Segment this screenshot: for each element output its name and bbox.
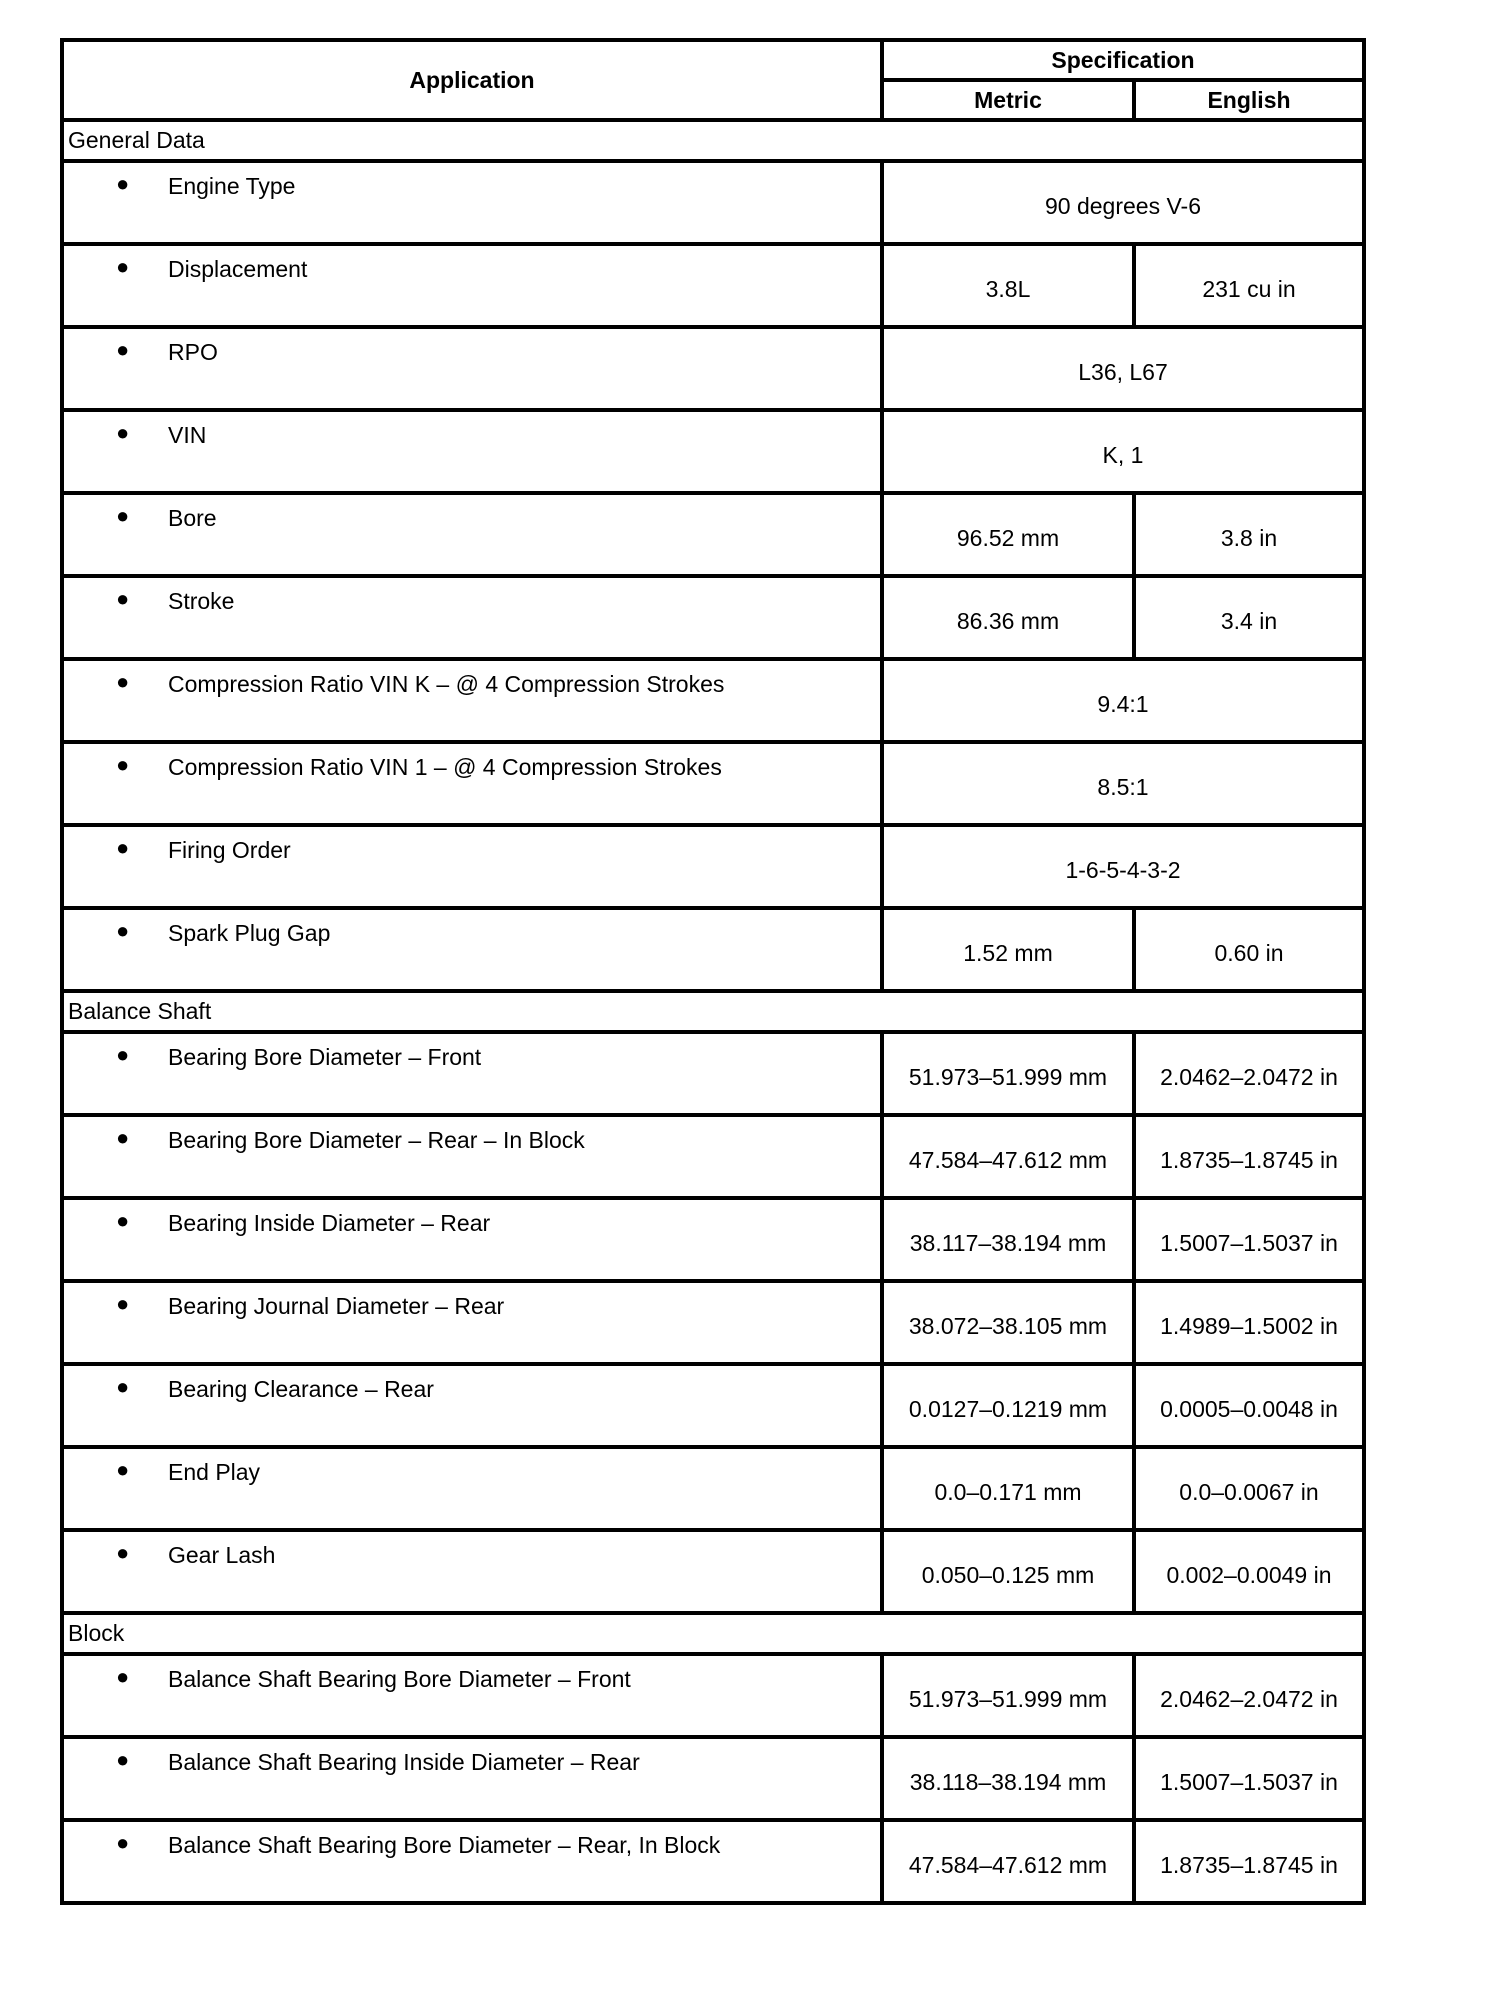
application-cell: [62, 1198, 882, 1281]
application-label: Stroke: [168, 588, 235, 614]
application-cell: [62, 1737, 882, 1820]
metric-value-cell: 38.117–38.194 mm: [882, 1198, 1134, 1281]
table-row: [62, 1032, 1364, 1115]
bullet-icon: ●: [116, 1457, 130, 1482]
bullet-icon: ●: [116, 420, 130, 445]
combined-value-cell: 9.4:1: [882, 659, 1364, 742]
bullet-icon: ●: [116, 1374, 130, 1399]
application-label: Bearing Inside Diameter – Rear: [168, 1210, 491, 1236]
application-label: Balance Shaft Bearing Inside Diameter – Rear: [168, 1749, 640, 1775]
table-body: [62, 120, 1364, 1903]
metric-header: Metric: [882, 80, 1134, 120]
application-cell: [62, 1115, 882, 1198]
application-label: Gear Lash: [168, 1542, 276, 1568]
application-cell: [62, 161, 882, 244]
specification-header: Specification: [882, 40, 1364, 80]
application-cell: [62, 1032, 882, 1115]
metric-value-cell: 51.973–51.999 mm: [882, 1032, 1134, 1115]
bullet-icon: ●: [116, 1291, 130, 1316]
combined-value-cell: 90 degrees V-6: [882, 161, 1364, 244]
application-cell: [62, 742, 882, 825]
bullet-icon: ●: [116, 254, 130, 279]
application-cell: [62, 1654, 882, 1737]
application-cell: [62, 244, 882, 327]
table-row: [62, 1530, 1364, 1613]
table-row: [62, 1654, 1364, 1737]
application-cell: [62, 1820, 882, 1903]
application-cell: [62, 410, 882, 493]
table-row: [62, 908, 1364, 991]
table-row: [62, 410, 1364, 493]
table-row: [62, 1198, 1364, 1281]
metric-value-cell: 0.0127–0.1219 mm: [882, 1364, 1134, 1447]
application-cell: [62, 825, 882, 908]
english-value-cell: 1.8735–1.8745 in: [1134, 1820, 1364, 1903]
section-title: Block: [62, 1613, 1364, 1654]
metric-value-cell: 47.584–47.612 mm: [882, 1820, 1134, 1903]
application-label: Balance Shaft Bearing Bore Diameter – Rear, In Block: [168, 1832, 721, 1858]
english-value-cell: 0.0005–0.0048 in: [1134, 1364, 1364, 1447]
table-row: [62, 161, 1364, 244]
table-row: [62, 1737, 1364, 1820]
metric-value-cell: 86.36 mm: [882, 576, 1134, 659]
bullet-icon: ●: [116, 752, 130, 777]
application-cell: [62, 908, 882, 991]
bullet-icon: ●: [116, 1664, 130, 1689]
table-row: [62, 576, 1364, 659]
application-label: Bearing Bore Diameter – Front: [168, 1044, 482, 1070]
bullet-icon: ●: [116, 171, 130, 196]
combined-value-cell: 8.5:1: [882, 742, 1364, 825]
english-value-cell: 1.5007–1.5037 in: [1134, 1198, 1364, 1281]
application-label: Compression Ratio VIN 1 – @ 4 Compression Strokes: [168, 754, 722, 780]
application-cell: [62, 659, 882, 742]
combined-value-cell: 1-6-5-4-3-2: [882, 825, 1364, 908]
application-label: RPO: [168, 339, 218, 365]
bullet-icon: ●: [116, 1830, 130, 1855]
application-label: Bore: [168, 505, 217, 531]
table-row: [62, 1281, 1364, 1364]
header-row: [62, 40, 1364, 80]
english-value-cell: 1.4989–1.5002 in: [1134, 1281, 1364, 1364]
english-value-cell: 0.60 in: [1134, 908, 1364, 991]
metric-value-cell: 3.8L: [882, 244, 1134, 327]
metric-value-cell: 47.584–47.612 mm: [882, 1115, 1134, 1198]
bullet-icon: ●: [116, 918, 130, 943]
bullet-icon: ●: [116, 1208, 130, 1233]
english-value-cell: 231 cu in: [1134, 244, 1364, 327]
table-row: [62, 493, 1364, 576]
application-label: Bearing Bore Diameter – Rear – In Block: [168, 1127, 585, 1153]
application-cell: [62, 1364, 882, 1447]
application-label: Bearing Journal Diameter – Rear: [168, 1293, 505, 1319]
table-row: [62, 244, 1364, 327]
application-label: Spark Plug Gap: [168, 920, 331, 946]
bullet-icon: ●: [116, 1125, 130, 1150]
application-label: Engine Type: [168, 173, 296, 199]
application-cell: [62, 327, 882, 410]
application-cell: [62, 1530, 882, 1613]
metric-value-cell: 0.050–0.125 mm: [882, 1530, 1134, 1613]
application-label: Firing Order: [168, 837, 291, 863]
english-value-cell: 0.0–0.0067 in: [1134, 1447, 1364, 1530]
combined-value-cell: L36, L67: [882, 327, 1364, 410]
metric-value-cell: 96.52 mm: [882, 493, 1134, 576]
english-value-cell: 0.002–0.0049 in: [1134, 1530, 1364, 1613]
application-label: Bearing Clearance – Rear: [168, 1376, 434, 1402]
table-row: [62, 1115, 1364, 1198]
metric-value-cell: 1.52 mm: [882, 908, 1134, 991]
application-cell: [62, 1447, 882, 1530]
english-value-cell: 3.8 in: [1134, 493, 1364, 576]
application-label: Balance Shaft Bearing Bore Diameter – Front: [168, 1666, 631, 1692]
table-row: [62, 327, 1364, 410]
table-row: [62, 659, 1364, 742]
section-row: [62, 120, 1364, 161]
bullet-icon: ●: [116, 669, 130, 694]
section-row: [62, 991, 1364, 1032]
table-row: [62, 1447, 1364, 1530]
metric-value-cell: 51.973–51.999 mm: [882, 1654, 1134, 1737]
combined-value-cell: K, 1: [882, 410, 1364, 493]
english-value-cell: 3.4 in: [1134, 576, 1364, 659]
english-value-cell: 2.0462–2.0472 in: [1134, 1032, 1364, 1115]
application-header: Application: [62, 40, 882, 120]
bullet-icon: ●: [116, 337, 130, 362]
application-cell: [62, 576, 882, 659]
metric-value-cell: 38.072–38.105 mm: [882, 1281, 1134, 1364]
section-row: [62, 1613, 1364, 1654]
bullet-icon: ●: [116, 586, 130, 611]
english-value-cell: 2.0462–2.0472 in: [1134, 1654, 1364, 1737]
application-label: End Play: [168, 1459, 261, 1485]
application-label: VIN: [168, 422, 207, 448]
bullet-icon: ●: [116, 1747, 130, 1772]
english-value-cell: 1.5007–1.5037 in: [1134, 1737, 1364, 1820]
bullet-icon: ●: [116, 1042, 130, 1067]
english-header: English: [1134, 80, 1364, 120]
table-row: [62, 1364, 1364, 1447]
application-cell: [62, 493, 882, 576]
section-title: Balance Shaft: [62, 991, 1364, 1032]
metric-value-cell: 38.118–38.194 mm: [882, 1737, 1134, 1820]
english-value-cell: 1.8735–1.8745 in: [1134, 1115, 1364, 1198]
table-row: [62, 742, 1364, 825]
section-title: General Data: [62, 120, 1364, 161]
application-cell: [62, 1281, 882, 1364]
application-label: Displacement: [168, 256, 308, 282]
specification-table: [60, 38, 1366, 1905]
metric-value-cell: 0.0–0.171 mm: [882, 1447, 1134, 1530]
bullet-icon: ●: [116, 835, 130, 860]
bullet-icon: ●: [116, 503, 130, 528]
application-label: Compression Ratio VIN K – @ 4 Compression Strokes: [168, 671, 725, 697]
table-row: [62, 825, 1364, 908]
table-row: [62, 1820, 1364, 1903]
bullet-icon: ●: [116, 1540, 130, 1565]
